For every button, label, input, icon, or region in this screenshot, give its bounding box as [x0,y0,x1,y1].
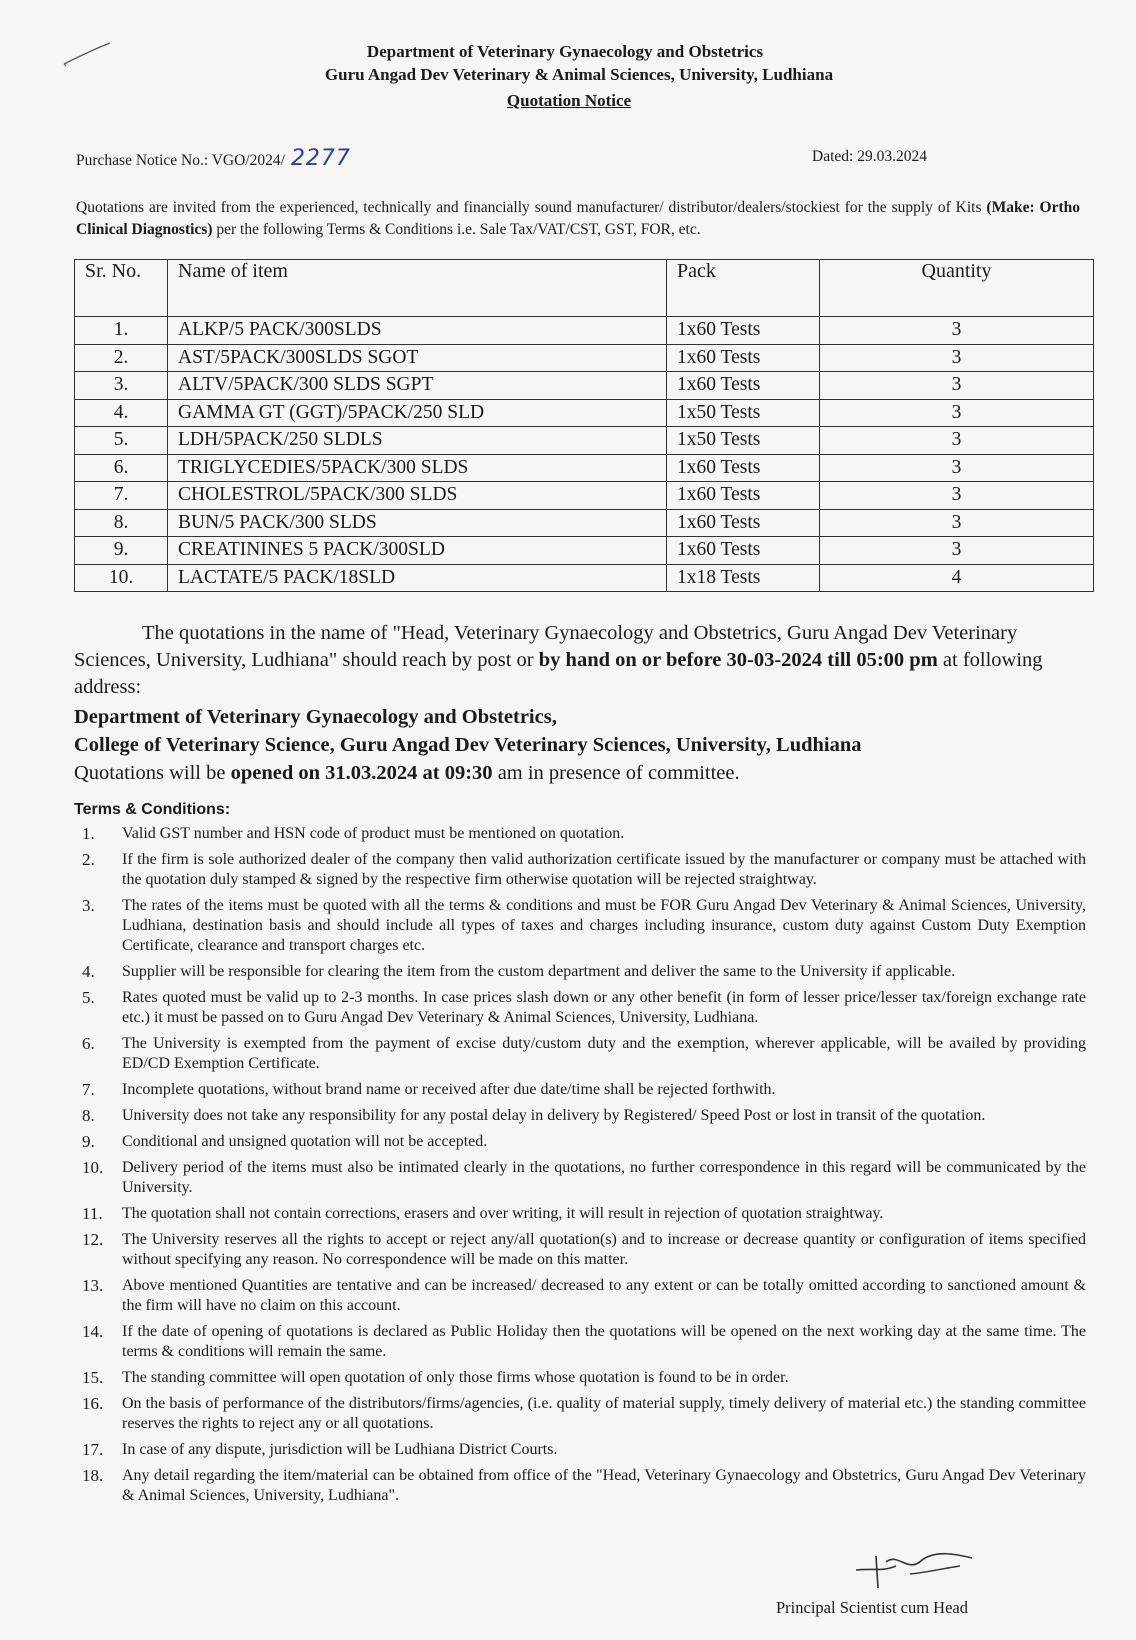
term-text: In case of any dispute, jurisdiction will be Ludhiana District Courts. [122,1441,558,1458]
term-text: Conditional and unsigned quotation will not be accepted. [122,1133,488,1150]
pack-cell: 1x60 Tests [667,509,820,537]
university-name: Guru Angad Dev Veterinary & Animal Sciences, University, Ludhiana [324,65,834,84]
intro-text-end: per the following Terms & Conditions i.e. Sale Tax/VAT/CST, GST, FOR, etc. [212,221,701,238]
term-text: Any detail regarding the item/material can be obtained from office of the "Head, Veterinary Gynaecology and Obstetrics, Guru Angad Dev Veterinary & Animal Sciences, University, Ludhiana". [122,1467,1086,1504]
list-item [74,1440,1086,1460]
letterhead [0,42,1136,111]
term-text: The rates of the items must be quoted with all the terms & conditions and must be FOR Guru Angad Dev Veterinary & Animal Sciences, University, Ludhiana, destination basis and should include all types of taxes and charges including insurance, custom duty against Custom Duty Exemption Certificate, clearance and transport charges etc. [122,897,1086,954]
table-row [75,399,1094,427]
term-number: 6. [82,1034,95,1053]
submission-text: The quotations in the name of "Head, Veterinary Gynaecology and Obstetrics, Guru Angad Dev Veterinary Sciences, University, Ludhiana" should reach by post or [74,622,1018,671]
list-item [74,1322,1086,1362]
term-text: The standing committee will open quotation of only those firms whose quotation is found to be in order. [122,1369,789,1386]
signer-designation: Principal Scientist cum Head [776,1598,968,1617]
item-name-cell: CREATININES 5 PACK/300SLD [168,537,667,565]
list-item [74,1466,1086,1506]
submission-paragraph [74,620,1074,701]
list-item [74,896,1086,956]
term-text: Supplier will be responsible for clearing the item from the custom department and deliver the same to the University if applicable. [122,963,956,980]
term-number: 13. [82,1276,104,1295]
term-number: 10. [82,1158,104,1177]
table-row [75,317,1094,345]
opening-notice [74,762,740,785]
sr-cell: 2. [75,344,168,372]
quantity-cell: 3 [820,509,1094,537]
sr-cell: 1. [75,317,168,345]
term-text: Delivery period of the items must also be intimated clearly in the quotations, no further correspondence in this regard will be communicated by the University. [122,1159,1086,1196]
term-number: 12. [82,1230,104,1249]
item-name-cell: LDH/5PACK/250 SLDLS [168,427,667,455]
list-item [74,1132,1086,1152]
pack-cell: 1x60 Tests [667,454,820,482]
sr-cell: 6. [75,454,168,482]
sr-cell: 9. [75,537,168,565]
submission-deadline: by hand on or before 30-03-2024 till 05:00 pm [538,649,938,671]
term-text: Incomplete quotations, without brand name or received after due date/time shall be rejected forthwith. [122,1081,776,1098]
term-text: On the basis of performance of the distributors/firms/agencies, (i.e. quality of material supply, timely delivery of material etc.) the standing committee reserves the rights to reject any or all quotations. [122,1395,1086,1432]
quantity-cell: 3 [820,482,1094,510]
header-quantity: Quantity [820,260,1094,317]
quantity-cell: 3 [820,372,1094,400]
quantity-cell: 3 [820,399,1094,427]
term-number: 8. [82,1106,95,1125]
table-row [75,454,1094,482]
list-item [74,1204,1086,1224]
document-title: Quotation Notice [506,91,632,110]
table-row [75,509,1094,537]
list-item [74,988,1086,1028]
list-item [74,1106,1086,1126]
term-number: 9. [82,1132,95,1151]
item-name-cell: AST/5PACK/300SLDS SGOT [168,344,667,372]
intro-make: (Make: Ortho Clinical Diagnostics) [76,199,1081,238]
term-number: 14. [82,1322,104,1341]
term-text: If the date of opening of quotations is declared as Public Holiday then the quotations will be opened on the next working day at the same time. The terms & conditions will remain the same. [122,1323,1086,1360]
item-name-cell: LACTATE/5 PACK/18SLD [168,564,667,592]
quantity-cell: 3 [820,427,1094,455]
list-item [74,1230,1086,1270]
terms-heading: Terms & Conditions: [74,801,231,818]
term-text: Above mentioned Quantities are tentative and can be increased/ decreased to any extent or can be totally omitted according to sanctioned amount & the firm will have no claim on this account. [122,1277,1086,1314]
item-name-cell: BUN/5 PACK/300 SLDS [168,509,667,537]
header-item-name: Name of item [168,260,667,317]
pack-cell: 1x60 Tests [667,482,820,510]
term-number: 7. [82,1080,95,1099]
term-number: 16. [82,1394,104,1413]
term-text: Rates quoted must be valid up to 2-3 months. In case prices slash down or any other benefit (in form of lesser price/lesser tax/foreign exchange rate etc.) it must be passed on to Guru Angad Dev Veterinary & Animal Sciences, University, Ludhiana. [122,989,1086,1026]
purchase-notice-line [76,146,351,171]
header-sr-no: Sr. No. [75,260,168,317]
pack-cell: 1x18 Tests [667,564,820,592]
term-number: 11. [82,1204,103,1223]
term-text: The quotation shall not contain corrections, erasers and over writing, it will result in rejection of quotation straightway. [122,1205,884,1222]
quantity-cell: 3 [820,537,1094,565]
term-text: The University is exempted from the payment of excise duty/custom duty and the exemption, wherever applicable, will be availed by providing ED/CD Exemption Certificate. [122,1035,1086,1072]
header-pack: Pack [667,260,820,317]
pack-cell: 1x60 Tests [667,537,820,565]
intro-text: Quotations are invited from the experienced, technically and financially sound manufacturer/ distributor/dealers/stockiest for the supply of Kits [76,199,987,216]
term-text: University does not take any responsibility for any postal delay in delivery by Registered/ Speed Post or lost in transit of the quotation. [122,1107,986,1124]
pack-cell: 1x60 Tests [667,372,820,400]
term-number: 2. [82,850,95,869]
quantity-cell: 4 [820,564,1094,592]
purchase-notice-label: Purchase Notice No.: VGO/2024/ [76,152,285,169]
list-item [74,1034,1086,1074]
item-name-cell: TRIGLYCEDIES/5PACK/300 SLDS [168,454,667,482]
term-number: 4. [82,962,95,981]
purchase-notice-number: 2277 [290,146,351,171]
opening-datetime: opened on 31.03.2024 at 09:30 [230,762,493,784]
sr-cell: 4. [75,399,168,427]
list-item [74,1080,1086,1100]
pack-cell: 1x50 Tests [667,427,820,455]
opening-text-end: am in presence of committee. [492,762,740,784]
submission-address [74,703,1074,759]
term-number: 17. [82,1440,104,1459]
table-row [75,344,1094,372]
pack-cell: 1x50 Tests [667,399,820,427]
term-number: 18. [82,1466,104,1485]
sr-cell: 7. [75,482,168,510]
terms-list [74,818,1086,1506]
sr-cell: 8. [75,509,168,537]
pack-cell: 1x60 Tests [667,317,820,345]
signature-mark [852,1548,982,1592]
item-name-cell: ALKP/5 PACK/300SLDS [168,317,667,345]
list-item [74,1158,1086,1198]
department-name: Department of Veterinary Gynaecology and Obstetrics [366,42,764,61]
opening-text: Quotations will be [74,762,231,784]
table-row [75,537,1094,565]
term-text: Valid GST number and HSN code of product must be mentioned on quotation. [122,825,625,842]
term-number: 1. [82,824,95,843]
intro-paragraph [76,197,1080,241]
list-item [74,1394,1086,1434]
sr-cell: 3. [75,372,168,400]
list-item [74,1368,1086,1388]
list-item [74,1276,1086,1316]
item-name-cell: CHOLESTROL/5PACK/300 SLDS [168,482,667,510]
sr-cell: 5. [75,427,168,455]
address-line: College of Veterinary Science, Guru Angad Dev Veterinary Sciences, University, Ludhiana [74,734,862,756]
address-line: Department of Veterinary Gynaecology and Obstetrics, [74,706,557,728]
term-text: If the firm is sole authorized dealer of the company then valid authorization certificate issued by the manufacturer or company must be attached with the quotation duly stamped & signed by the respective firm otherwise quotation will be rejected straightway. [122,851,1086,888]
term-number: 3. [82,896,95,915]
term-number: 15. [82,1368,104,1387]
table-header-row [75,260,1094,317]
pack-cell: 1x60 Tests [667,344,820,372]
items-table [74,259,1094,592]
list-item [74,962,1086,982]
sr-cell: 10. [75,564,168,592]
table-row [75,564,1094,592]
table-row [75,427,1094,455]
table-row [75,482,1094,510]
term-text: The University reserves all the rights to accept or reject any/all quotation(s) and to increase or decrease quantity or configuration of items specified without specifying any reason. No correspondence will be made on this matter. [122,1231,1086,1268]
quantity-cell: 3 [820,317,1094,345]
quantity-cell: 3 [820,454,1094,482]
item-name-cell: GAMMA GT (GGT)/5PACK/250 SLD [168,399,667,427]
item-name-cell: ALTV/5PACK/300 SLDS SGPT [168,372,667,400]
term-number: 5. [82,988,95,1007]
list-item [74,850,1086,890]
table-row [75,372,1094,400]
submission-text-end: at following address: [74,649,1043,698]
list-item [74,824,1086,844]
notice-date: Dated: 29.03.2024 [812,148,927,165]
quantity-cell: 3 [820,344,1094,372]
